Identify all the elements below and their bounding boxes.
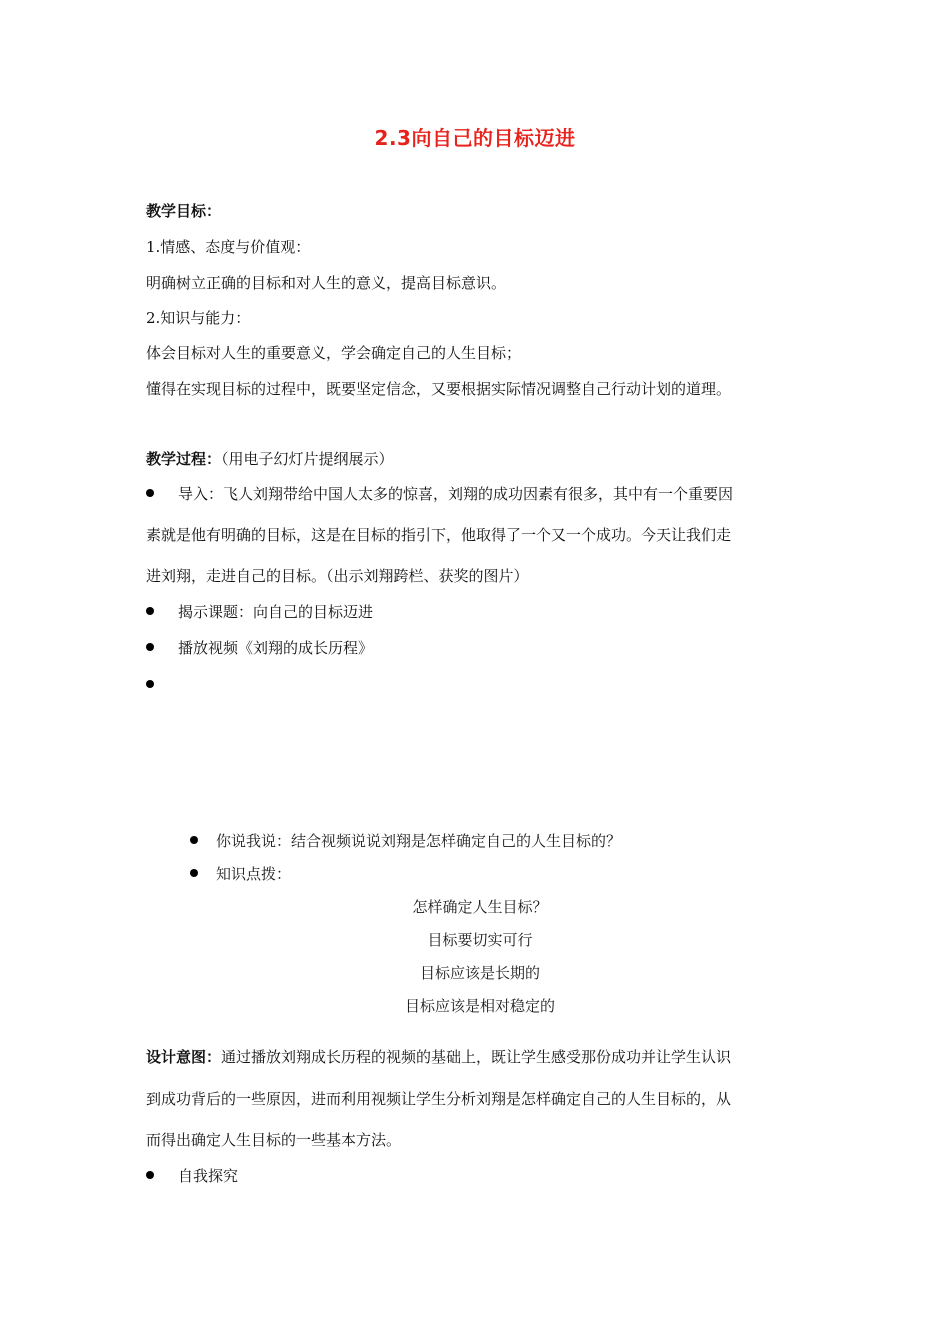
process-heading-row [146,449,394,469]
process-heading: 教学过程： [146,450,222,468]
goals-heading: 教学目标： [146,202,222,220]
bullet-dot-icon [190,869,198,877]
slide-answer-2: 目标应该是长期的 [419,964,540,982]
design-row-1 [146,1047,731,1067]
goal-2-title: 2.知识与能力： [146,309,251,327]
goal-2-text-a: 体会目标对人生的重要意义，学会确定自己的人生目标； [146,344,522,362]
goal-1-text: 明确树立正确的目标和对人生的意义，提高目标意识。 [146,274,507,292]
bullet-dot-icon [146,643,154,651]
bullet-dot-icon [190,836,198,844]
knowledge-text: 知识点拨： [216,865,292,883]
intro-line-3: 进刘翔，走进自己的目标。（出示刘翔跨栏、获奖的图片） [146,567,529,585]
bullet-dot-icon [146,680,154,688]
design-line-2: 到成功背后的一些原因，进而利用视频让学生分析刘翔是怎样确定自己的人生目标的，从 [146,1090,732,1108]
discuss-text: 你说我说：结合视频说说刘翔是怎样确定自己的人生目标的？ [216,832,622,850]
bullet-video [146,638,373,658]
design-heading: 设计意图： [146,1048,222,1066]
intro-line-2: 素就是他有明确的目标，这是在目标的指引下，他取得了一个又一个成功。今天让我们走 [146,526,732,544]
bullet-intro [146,484,733,504]
slide-question: 怎样确定人生目标？ [412,898,548,916]
goal-2-text-b: 懂得在实现目标的过程中，既要坚定信念，又要根据实际情况调整自己行动计划的道理。 [146,380,732,398]
design-line-1: 通过播放刘翔成长历程的视频的基础上，既让学生感受那份成功并让学生认识 [221,1048,732,1066]
slide-answer-3: 目标应该是相对稳定的 [404,997,555,1015]
document-title: 2.3向自己的目标迈进 [374,126,576,150]
topic-text: 揭示课题：向自己的目标迈进 [178,603,374,621]
process-heading-note: （用电子幻灯片提纲展示） [221,450,394,468]
goal-1-title: 1.情感、态度与价值观： [146,238,311,256]
bullet-topic [146,602,373,622]
slide-discuss [190,831,621,851]
bullet-explore [146,1166,238,1186]
explore-text: 自我探究 [178,1167,239,1185]
slide-answer-1: 目标要切实可行 [427,931,533,949]
intro-line-1: 导入：飞人刘翔带给中国人太多的惊喜，刘翔的成功因素有很多，其中有一个重要因 [178,485,734,503]
video-text: 播放视频《刘翔的成长历程》 [178,639,374,657]
bullet-empty [146,675,178,695]
design-line-3: 而得出确定人生目标的一些基本方法。 [146,1131,402,1149]
bullet-dot-icon [146,607,154,615]
bullet-dot-icon [146,1171,154,1179]
bullet-dot-icon [146,489,154,497]
slide-knowledge [190,864,291,884]
